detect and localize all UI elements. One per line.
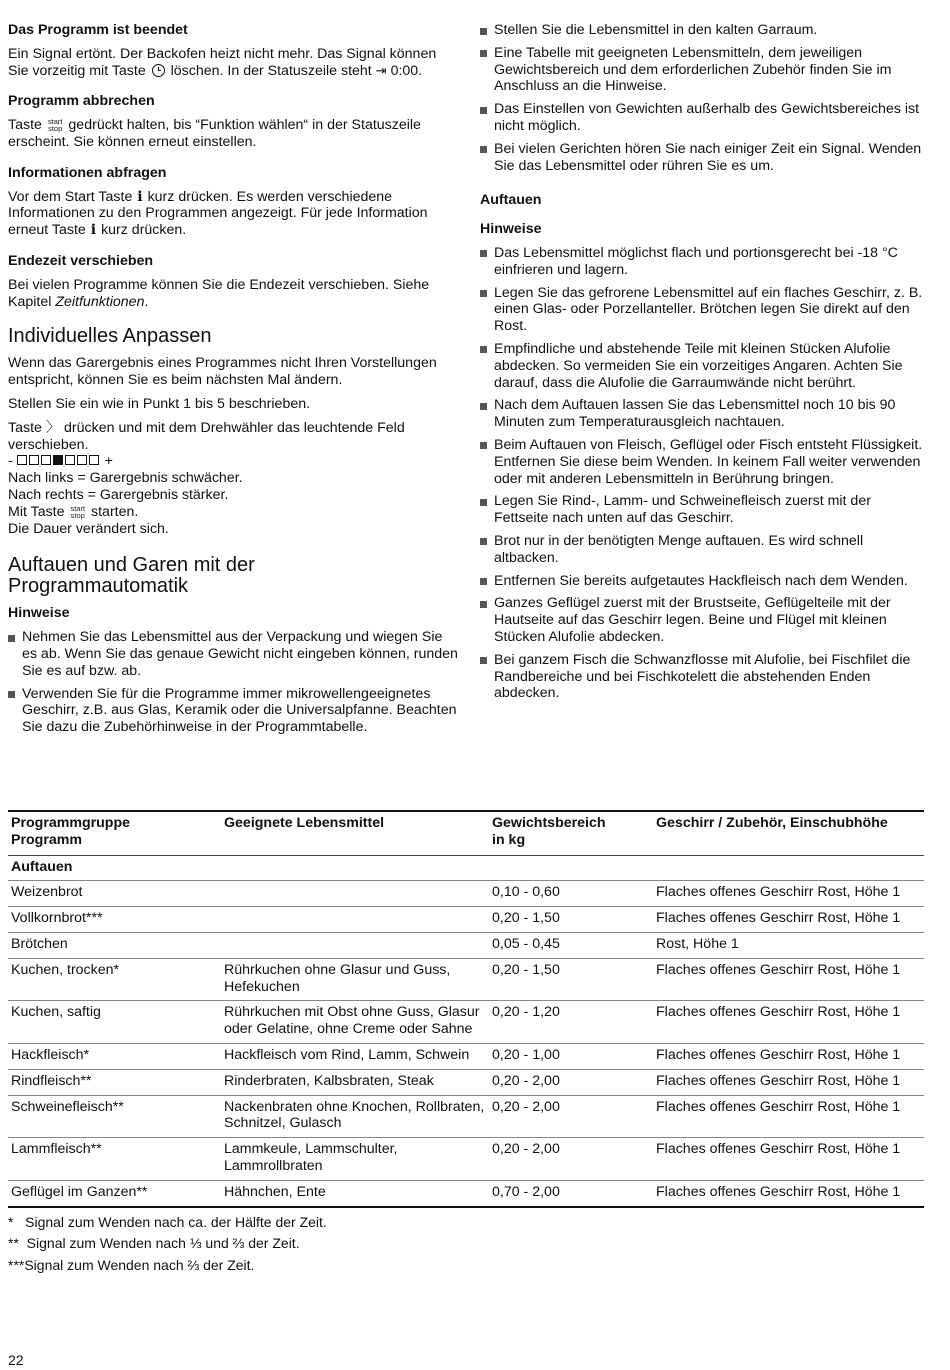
heading-auftauen: Auftauen	[480, 192, 542, 209]
cell-geschirr: Flaches offenes Geschirr Rost, Höhe 1	[653, 1095, 924, 1138]
header-gewicht: Gewichtsbereich in kg	[489, 811, 653, 855]
cell-geschirr: Flaches offenes Geschirr Rost, Höhe 1	[653, 907, 924, 933]
scale-box-icon	[17, 455, 27, 465]
program-table-area	[8, 810, 924, 1276]
cell-geschirr: Flaches offenes Geschirr Rost, Höhe 1	[653, 1001, 924, 1044]
text-part: Taste	[8, 419, 42, 436]
text-part: kurz drücken. Es werden verschiedene Informationen zu den Programmen angezeigt. Für jede Information erneut Taste	[8, 188, 428, 239]
table-group-row	[8, 855, 924, 881]
list-item: Nehmen Sie das Lebensmittel aus der Verpackung und wiegen Sie es ab. Wenn Sie das genaue Gewicht nicht eingeben können, runden Sie es auf bzw. ab.	[8, 629, 458, 679]
scale-box-icon	[77, 455, 87, 465]
section-programm-beendet	[8, 22, 458, 79]
cell-geschirr: Flaches offenes Geschirr Rost, Höhe 1	[653, 1043, 924, 1069]
text-part: starten.	[91, 503, 139, 520]
program-table	[8, 810, 924, 1208]
scale-box-filled-icon	[53, 455, 63, 465]
header-lebensmittel: Geeignete Lebensmittel	[221, 811, 489, 855]
footnotes	[8, 1212, 924, 1277]
table-row	[8, 932, 924, 958]
intensity-scale	[8, 453, 458, 470]
text-programm-abbrechen	[8, 117, 458, 151]
table-row	[8, 907, 924, 933]
left-column	[8, 22, 458, 742]
cell-programm: Lammfleisch**	[8, 1138, 221, 1181]
table-row	[8, 1138, 924, 1181]
minus-label: -	[8, 453, 13, 470]
heading-individuelles-anpassen: Individuelles Anpassen	[8, 325, 212, 348]
text-starten	[8, 504, 458, 521]
heading-informationen: Informationen abfragen	[8, 164, 167, 181]
end-time-icon: ⇥	[375, 62, 387, 78]
start-stop-icon: start stop	[47, 117, 63, 134]
text-programm-beendet	[8, 46, 458, 80]
auftauen-hints-list	[480, 245, 925, 702]
text-part: .	[144, 293, 149, 310]
cell-lebensmittel	[221, 881, 489, 907]
heading-endezeit: Endezeit verschieben	[8, 252, 154, 269]
list-item: Bei ganzem Fisch die Schwanzflosse mit Alufolie, bei Fischfilet die Randbereiche und bei Fischkotelett die abstehenden Enden abdecken.	[480, 652, 925, 702]
footnote: ***Signal zum Wenden nach ⅔ der Zeit.	[8, 1256, 255, 1273]
text-anpassen-step: Stellen Sie ein wie in Punkt 1 bis 5 beschrieben.	[8, 395, 311, 412]
section-programm-abbrechen	[8, 93, 458, 150]
info-icon: i	[137, 188, 143, 205]
text-part: 0:00.	[390, 62, 423, 79]
cell-programm: Weizenbrot	[8, 881, 221, 907]
cell-geschirr: Flaches offenes Geschirr Rost, Höhe 1	[653, 958, 924, 1001]
list-item: Das Einstellen von Gewichten außerhalb des Gewichtsbereiches ist nicht möglich.	[480, 101, 925, 135]
heading-programm-abbrechen: Programm abbrechen	[8, 93, 155, 110]
list-item: Stellen Sie die Lebensmittel in den kalten Garraum.	[480, 22, 925, 39]
cell-programm: Schweinefleisch**	[8, 1095, 221, 1138]
general-hints-list	[480, 22, 925, 174]
cell-lebensmittel: Rührkuchen mit Obst ohne Guss, Glasur oder Gelatine, ohne Creme oder Sahne	[221, 1001, 489, 1044]
list-item: Verwenden Sie für die Programme immer mikrowellengeeignetes Geschirr, z.B. aus Glas, Keramik oder die Universalpfanne. Beachten Sie dazu die Zubehörhinweise in der Programmtabelle.	[8, 686, 458, 736]
cell-programm: Vollkornbrot***	[8, 907, 221, 933]
page-number: 22	[8, 1352, 24, 1368]
text-part: löschen. In der Statuszeile steht	[170, 62, 372, 79]
cell-gewicht: 0,70 - 2,00	[492, 1183, 560, 1200]
heading-auftauen-garen: Auftauen und Garen mit der Programmautomatik	[8, 554, 255, 598]
cell-lebensmittel: Rinderbraten, Kalbsbraten, Steak	[221, 1069, 489, 1095]
text-part: Mit Taste	[8, 503, 65, 520]
chapter-reference: Zeitfunktionen	[55, 293, 145, 310]
cell-programm: Hackfleisch*	[8, 1043, 221, 1069]
cell-geschirr: Flaches offenes Geschirr Rost, Höhe 1	[653, 1069, 924, 1095]
cell-gewicht: 0,20 - 1,00	[489, 1043, 653, 1069]
group-label: Auftauen	[8, 855, 924, 881]
hinweise-list-left	[8, 629, 458, 736]
cell-gewicht: 0,20 - 1,50	[489, 907, 653, 933]
anpassen-instructions	[8, 420, 458, 538]
text-endezeit	[8, 277, 458, 311]
footnote: * Signal zum Wenden nach ca. der Hälfte der Zeit.	[8, 1213, 327, 1230]
header-geschirr: Geschirr / Zubehör, Einschubhöhe	[653, 811, 924, 855]
cell-programm: Brötchen	[8, 932, 221, 958]
table-row	[8, 1069, 924, 1095]
text-part: Ein Signal ertönt. Der Backofen heizt nicht mehr. Das Signal können Sie vorzeitig mit Taste	[8, 45, 437, 79]
list-item: Das Lebensmittel möglichst flach und portionsgerecht bei -18 °C einfrieren und lagern.	[480, 245, 925, 279]
cell-programm: Rindfleisch**	[8, 1069, 221, 1095]
subheading-hinweise: Hinweise	[8, 605, 70, 622]
list-item: Eine Tabelle mit geeigneten Lebensmitteln, dem jeweiligen Gewichtsbereich und dem erforderlichen Zubehör finden Sie im Anschluss an die Hinweise.	[480, 45, 925, 95]
text-links: Nach links = Garergebnis schwächer.	[8, 470, 243, 487]
cell-gewicht: 0,10 - 0,60	[489, 881, 653, 907]
right-column	[480, 22, 925, 708]
cell-programm: Geflügel im Ganzen**	[11, 1183, 148, 1200]
plus-label: +	[104, 453, 113, 470]
list-item: Empfindliche und abstehende Teile mit kleinen Stücken Alufolie abdecken. So vermeiden Sie ein vorzeitiges Angaren. Achten Sie darauf, dass die Alufolie die Garraumwände nicht berührt.	[480, 341, 925, 391]
scale-box-icon	[29, 455, 39, 465]
text-part: gedrückt halten, bis “Funktion wählen“ in der Statuszeile erscheint. Sie können erneut einstellen.	[8, 117, 421, 150]
arrow-right-icon: 〉	[45, 419, 61, 436]
cell-gewicht: 0,20 - 2,00	[489, 1138, 653, 1181]
table-row	[8, 1043, 924, 1069]
cell-lebensmittel: Nackenbraten ohne Knochen, Rollbraten, Schnitzel, Gulasch	[221, 1095, 489, 1138]
cell-lebensmittel: Lammkeule, Lammschulter, Lammrollbraten	[221, 1138, 489, 1181]
text-part: kurz drücken.	[101, 222, 187, 239]
cell-gewicht: 0,20 - 1,50	[489, 958, 653, 1001]
list-item: Ganzes Geflügel zuerst mit der Brustseite, Geflügelteile mit der Hautseite auf das Geschirr legen. Beine und Flügel mit kleinen Stücken Alufolie abdecken.	[480, 595, 925, 645]
text-rechts: Nach rechts = Garergebnis stärker.	[8, 486, 229, 503]
start-stop-icon: start stop	[70, 503, 86, 520]
cell-programm: Kuchen, trocken*	[8, 958, 221, 1001]
table-row	[8, 881, 924, 907]
cell-lebensmittel: Rührkuchen ohne Glasur und Guss, Hefekuchen	[221, 958, 489, 1001]
cell-programm: Kuchen, saftig	[8, 1001, 221, 1044]
table-header-row	[8, 811, 924, 855]
clock-icon	[152, 64, 165, 77]
table-row	[8, 1001, 924, 1044]
list-item: Legen Sie das gefrorene Lebensmittel auf ein flaches Geschirr, z. B. einen Glas- oder Porzellanteller. Brötchen legen Sie direkt auf den Rost.	[480, 285, 925, 335]
info-icon: i	[90, 222, 97, 239]
subheading-hinweise: Hinweise	[480, 221, 542, 238]
list-item: Beim Auftauen von Fleisch, Geflügel oder Fisch entsteht Flüssigkeit. Entfernen Sie diese beim Wenden. In keinem Fall weiter verwenden oder mit anderen Lebensmitteln in Berührung bringen.	[480, 437, 925, 487]
cell-geschirr: Flaches offenes Geschirr Rost, Höhe 1	[653, 1138, 924, 1181]
text-anpassen-intro: Wenn das Garergebnis eines Programmes nicht Ihren Vorstellungen entspricht, können Sie es beim nächsten Mal ändern.	[8, 355, 437, 389]
table-body	[8, 855, 924, 1206]
cell-lebensmittel	[221, 907, 489, 933]
cell-gewicht: 0,20 - 2,00	[489, 1095, 653, 1138]
cell-geschirr: Flaches offenes Geschirr Rost, Höhe 1	[656, 1183, 901, 1200]
heading-programm-beendet: Das Programm ist beendet	[8, 22, 188, 38]
list-item: Brot nur in der benötigten Menge auftauen. Es wird schnell altbacken.	[480, 533, 925, 567]
text-anpassen-taste	[8, 420, 458, 454]
text-part: Vor dem Start Taste	[8, 188, 133, 205]
table-row	[8, 958, 924, 1001]
text-part: drücken und mit dem Drehwähler das leuchtende Feld verschieben.	[8, 419, 405, 453]
list-item: Nach dem Auftauen lassen Sie das Lebensmittel noch 10 bis 90 Minuten zum Temperaturausgleich nachtauen.	[480, 397, 925, 431]
scale-box-icon	[89, 455, 99, 465]
cell-lebensmittel: Hackfleisch vom Rind, Lamm, Schwein	[221, 1043, 489, 1069]
cell-gewicht: 0,05 - 0,45	[489, 932, 653, 958]
cell-gewicht: 0,20 - 1,20	[489, 1001, 653, 1044]
footnote: ** Signal zum Wenden nach ⅓ und ⅔ der Zeit.	[8, 1235, 300, 1252]
text-dauer: Die Dauer verändert sich.	[8, 520, 169, 537]
table-row	[8, 1180, 924, 1206]
scale-box-icon	[41, 455, 51, 465]
cell-geschirr: Flaches offenes Geschirr Rost, Höhe 1	[653, 881, 924, 907]
cell-gewicht: 0,20 - 2,00	[489, 1069, 653, 1095]
list-item: Entfernen Sie bereits aufgetautes Hackfleisch nach dem Wenden.	[480, 573, 925, 590]
section-informationen	[8, 165, 458, 239]
text-part: Bei vielen Programme können Sie die Endezeit verschieben. Siehe Kapitel	[8, 276, 430, 310]
text-part: Taste	[8, 117, 42, 134]
table-row	[8, 1095, 924, 1138]
cell-lebensmittel	[221, 932, 489, 958]
list-item: Legen Sie Rind-, Lamm- und Schweinefleisch zuerst mit der Fettseite nach unten auf das Geschirr.	[480, 493, 925, 527]
cell-geschirr: Rost, Höhe 1	[653, 932, 924, 958]
scale-box-icon	[65, 455, 75, 465]
header-programmgruppe: Programmgruppe Programm	[8, 811, 221, 855]
section-endezeit	[8, 253, 458, 310]
text-informationen	[8, 189, 458, 239]
list-item: Bei vielen Gerichten hören Sie nach einiger Zeit ein Signal. Wenden Sie das Lebensmittel oder rühren Sie es um.	[480, 141, 925, 175]
cell-lebensmittel: Hähnchen, Ente	[224, 1183, 326, 1200]
